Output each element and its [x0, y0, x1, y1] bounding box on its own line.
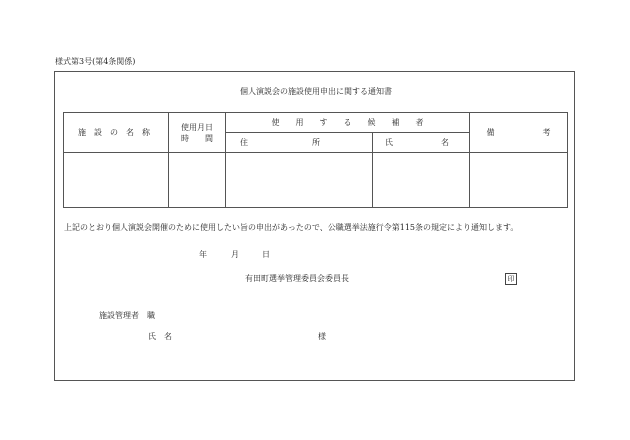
cell-address [226, 153, 373, 208]
notice-text: 上記のとおり個人演説会開催のために使用したい旨の申出があったので、公職選挙法施行令第115条の規定により通知します。 [64, 223, 519, 232]
cell-facility-name [64, 153, 169, 208]
cell-remarks [470, 153, 568, 208]
header-date-time: 使用月日 時 間 [169, 113, 226, 153]
facility-usage-table [63, 112, 568, 208]
seal-mark: 印 [505, 273, 517, 285]
header-remarks: 備 考 [470, 113, 568, 153]
cell-name [373, 153, 470, 208]
header-address: 住 所 [226, 133, 373, 153]
date-day: 日 [262, 250, 270, 259]
date-year: 年 [199, 250, 207, 259]
document-title: 個人演説会の施設使用申出に関する通知書 [240, 87, 392, 96]
date-month: 月 [231, 250, 239, 259]
form-number: 様式第3号(第4条関係) [55, 57, 136, 66]
header-candidate: 使 用 す る 候 補 者 [226, 113, 470, 133]
header-name: 氏 名 [373, 133, 470, 153]
recipient-name-label: 氏 名 [148, 332, 172, 341]
recipient-honorific: 様 [318, 332, 326, 341]
recipient-title: 施設管理者 職 [99, 311, 155, 320]
header-facility-name: 施 設 の 名 称 [64, 113, 169, 153]
cell-date-time [169, 153, 226, 208]
issuer: 有田町選挙管理委員会委員長 [245, 274, 349, 283]
